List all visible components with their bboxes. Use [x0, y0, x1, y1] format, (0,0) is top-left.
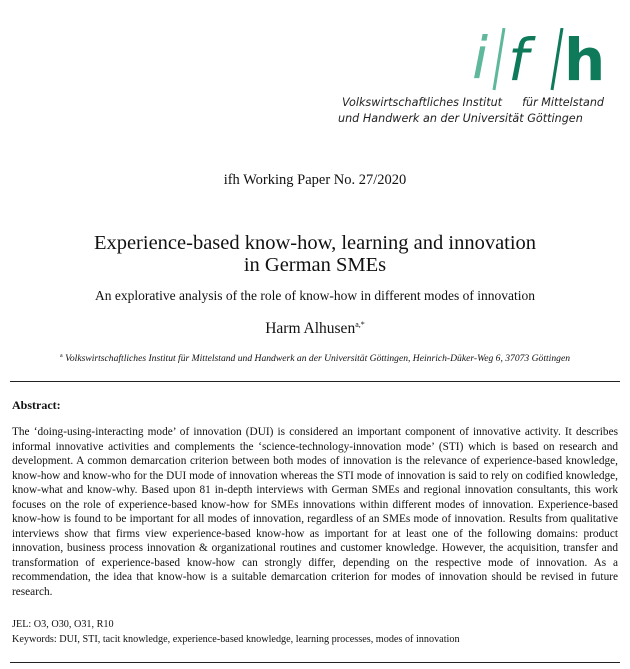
bottom-divider — [10, 662, 620, 663]
logo-institute-line2: und Handwerk an der Universität Göttingen — [338, 112, 583, 125]
affiliation — [0, 353, 630, 364]
jel-codes: JEL: O3, O30, O31, R10 — [12, 619, 114, 630]
logo-institute-line1: Volkswirtschaftliches Institut für Mittelstand — [342, 96, 605, 109]
top-divider — [10, 381, 620, 382]
author — [0, 320, 630, 338]
abstract-body: The ‘doing-using-interacting mode’ of innovation (DUI) is considered an important component of innovative activity. It describes informal innovative activities and complements the ‘science-technology-innovation mode’ (STI) which is based on research and development. A common demarcation criterion between both modes of innovation is the relevance of experience-based knowledge, know-how and know-who for the DUI mode of innovation whereas the STI mode of innovation is said to rely on codified knowledge, know-what and know-why. Based upon 81 in-depth interviews with German SMEs and regional innovation consultants, this work focuses on the role of experience-based know-how for SMEs innovations within different modes of innovation. Experience-based know-how is found to be important for all modes of innovation, regardless of an SMEs mode of innovation. Results from qualitative interviews show that firms view experience-based know-how as important for at least one of the following domains: product innovation, business process innovation & organizational routines and customer knowledge. However, the acquisition, transfer and transformation of experience-based know-how can strongly differ, depending on the respective mode of innovation. As a recommendation, the idea that know-how is a suitable demarcation criterion for modes of innovation should be revised in future research. — [12, 426, 618, 598]
paper-title-line2: in German SMEs — [243, 254, 387, 276]
ifh-logo — [330, 28, 620, 138]
logo-slash-1 — [494, 28, 504, 90]
paper-title — [0, 232, 630, 276]
affiliation-mark: a — [59, 353, 63, 359]
paper-subtitle: An explorative analysis of the role of know-how in different modes of innovation — [95, 288, 535, 303]
logo-slash-2 — [552, 28, 562, 90]
keywords: Keywords: DUI, STI, tacit knowledge, experience-based knowledge, learning processes, modes of innovation — [12, 634, 460, 645]
affiliation-text: Volkswirtschaftliches Institut für Mittelstand und Handwerk an der Universität Göttingen, Heinrich-Düker-Weg 6, 37073 Göttingen — [65, 353, 570, 365]
ifh-logo-mark — [470, 28, 610, 98]
logo-letter-f: f — [508, 28, 529, 94]
author-marks: a,* — [355, 320, 365, 329]
author-name: Harm Alhusen — [265, 320, 356, 338]
logo-letter-i: i — [472, 28, 489, 92]
paper-title-line1: Experience-based know-how, learning and innovation — [93, 232, 537, 254]
logo-letter-h: h — [564, 28, 606, 94]
abstract-heading: Abstract: — [12, 398, 61, 412]
working-paper-series: ifh Working Paper No. 27/2020 — [223, 172, 407, 188]
